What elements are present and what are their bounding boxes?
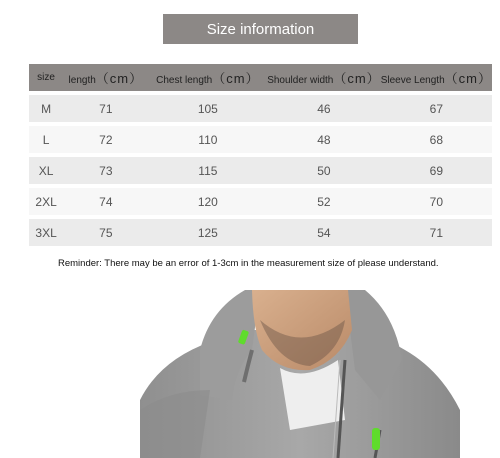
header-shoulder-label: Shoulder width xyxy=(267,75,334,86)
header-size-label: size xyxy=(37,72,55,83)
cell-chest: 110 xyxy=(149,126,268,153)
table-row xyxy=(29,126,492,153)
cell-sleeve: 68 xyxy=(381,126,492,153)
header-length-unit: （cm） xyxy=(95,71,144,86)
cell-size: M xyxy=(29,95,63,122)
cell-sleeve: 69 xyxy=(381,157,492,184)
reminder-text: Reminder: There may be an error of 1-3cm in the measurement size of please understand. xyxy=(58,258,439,269)
cell-length: 75 xyxy=(63,219,148,246)
header-sleeve-label: Sleeve Length xyxy=(380,75,445,86)
cell-size: 3XL xyxy=(29,219,63,246)
table-row xyxy=(29,188,492,215)
cell-length: 73 xyxy=(63,157,148,184)
cell-chest: 125 xyxy=(149,219,268,246)
header-chest-label: Chest length xyxy=(156,75,213,86)
cell-size: 2XL xyxy=(29,188,63,215)
table-row xyxy=(29,219,492,246)
size-info-title-text: Size information xyxy=(206,20,315,38)
cell-shoulder: 50 xyxy=(267,157,381,184)
header-sleeve xyxy=(381,64,492,91)
cell-sleeve: 67 xyxy=(381,95,492,122)
header-length xyxy=(63,64,148,91)
cell-sleeve: 71 xyxy=(381,219,492,246)
cell-shoulder: 48 xyxy=(267,126,381,153)
table-row xyxy=(29,95,492,122)
header-shoulder xyxy=(267,64,381,91)
cell-shoulder: 54 xyxy=(267,219,381,246)
cell-shoulder: 52 xyxy=(267,188,381,215)
header-shoulder-unit: （cm） xyxy=(333,71,381,86)
cell-chest: 105 xyxy=(149,95,268,122)
size-info-title xyxy=(163,14,358,44)
cell-chest: 115 xyxy=(149,157,268,184)
header-size xyxy=(29,64,63,91)
cell-chest: 120 xyxy=(149,188,268,215)
zipper-pull-pocket xyxy=(372,428,380,450)
hoodie-illustration xyxy=(140,290,460,458)
cell-size: L xyxy=(29,126,63,153)
cell-size: XL xyxy=(29,157,63,184)
cell-length: 72 xyxy=(63,126,148,153)
header-sleeve-unit: （cm） xyxy=(444,71,492,86)
table-row xyxy=(29,157,492,184)
cell-length: 71 xyxy=(63,95,148,122)
hoodie-model-photo xyxy=(140,290,460,458)
cell-sleeve: 70 xyxy=(381,188,492,215)
cell-shoulder: 46 xyxy=(267,95,381,122)
size-table-header xyxy=(29,64,492,91)
cell-length: 74 xyxy=(63,188,148,215)
header-length-label: length xyxy=(68,75,96,86)
header-chest-unit: （cm） xyxy=(212,71,260,86)
header-chest xyxy=(149,64,268,91)
size-table xyxy=(29,60,492,250)
